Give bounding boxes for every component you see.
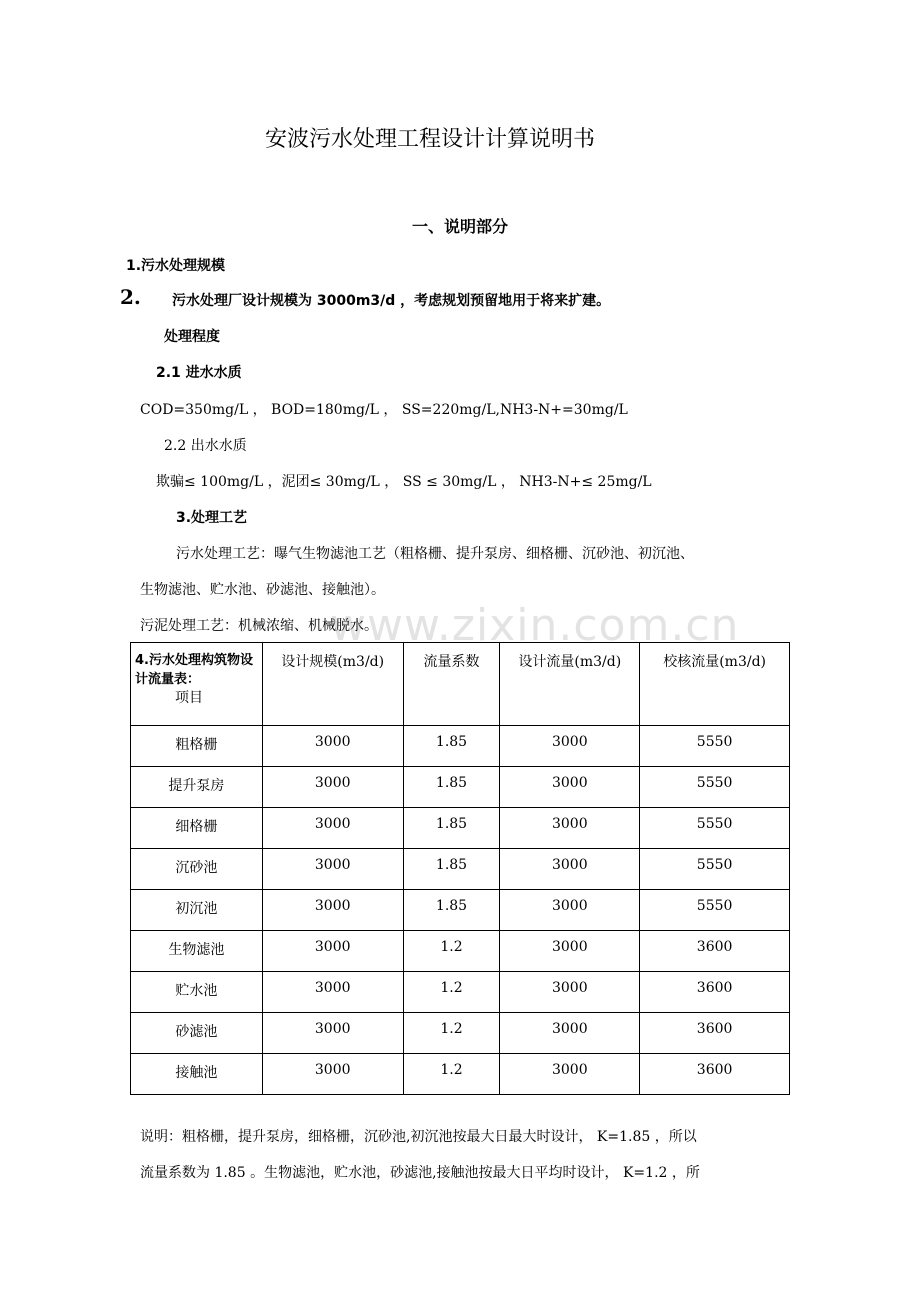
item-3-heading: 3.处理工艺: [176, 510, 248, 526]
table-cell: 3000: [500, 808, 640, 849]
table-cell: 3000: [262, 726, 403, 767]
note-line-2: 流量系数为 1.85 。生物滤池，贮水池，砂滤池,接触池按最大日平均时设计， K=1.2 ，所: [140, 1165, 700, 1181]
column-header: 设计流量(m3/d): [500, 643, 640, 726]
table-cell: 5550: [640, 849, 790, 890]
table-row: [131, 890, 790, 931]
table-cell: 3000: [262, 1054, 403, 1095]
table-row: [131, 849, 790, 890]
table-cell: 1.2: [403, 1054, 500, 1095]
table-cell: 3000: [262, 849, 403, 890]
note-line-1: 说明：粗格栅，提升泵房，细格栅，沉砂池,初沉池按最大日最大时设计， K=1.85 ，所以: [140, 1129, 697, 1145]
table-cell: 接触池: [131, 1054, 263, 1095]
table-cell: 3600: [640, 972, 790, 1013]
table-title: 4.污水处理构筑物设计流量表：: [135, 653, 253, 687]
column-header: 校核流量(m3/d): [640, 643, 790, 726]
table-cell: 提升泵房: [131, 767, 263, 808]
influent-quality: COD=350mg/L ， BOD=180mg/L ， SS=220mg/L,NH3-N+=30mg/L: [140, 402, 628, 418]
table-cell: 3000: [500, 1013, 640, 1054]
process-line-1: 污水处理工艺：曝气生物滤池工艺（粗格栅、提升泵房、细格栅、沉砂池、初沉池、: [176, 546, 694, 562]
table-cell: 生物滤池: [131, 931, 263, 972]
table-cell: 1.2: [403, 931, 500, 972]
header-item-label: 项目: [175, 690, 203, 706]
table-cell: 3000: [262, 808, 403, 849]
effluent-quality: 欺骗≤ 100mg/L ，泥团≤ 30mg/L ， SS ≤ 30mg/L ， NH3-N+≤ 25mg/L: [156, 474, 652, 490]
table-cell: 1.85: [403, 849, 500, 890]
table-row: [131, 972, 790, 1013]
table-row: [131, 767, 790, 808]
table-cell: 5550: [640, 890, 790, 931]
table-cell: 5550: [640, 726, 790, 767]
table-cell: 3000: [262, 1013, 403, 1054]
table-cell: 1.85: [403, 726, 500, 767]
table-cell: 3000: [500, 890, 640, 931]
table-cell: 沉砂池: [131, 849, 263, 890]
table-cell: 3000: [500, 1054, 640, 1095]
table-cell: 初沉池: [131, 890, 263, 931]
table-row: [131, 808, 790, 849]
table-cell: 粗格栅: [131, 726, 263, 767]
table-row: [131, 726, 790, 767]
table-cell: 3000: [500, 767, 640, 808]
table-row: [131, 1013, 790, 1054]
table-cell: 3600: [640, 931, 790, 972]
table-cell: 贮水池: [131, 972, 263, 1013]
influent-heading: 2.1 进水水质: [156, 365, 242, 381]
table-cell: 砂滤池: [131, 1013, 263, 1054]
table-row: [131, 931, 790, 972]
table-cell: 1.85: [403, 808, 500, 849]
item-1-heading: 1.污水处理规模: [126, 258, 226, 274]
table-cell: 3000: [500, 726, 640, 767]
sludge-process: 污泥处理工艺：机械浓缩、机械脱水。: [140, 618, 378, 634]
table-cell: 3000: [262, 972, 403, 1013]
table-cell: 5550: [640, 808, 790, 849]
table-cell: 细格栅: [131, 808, 263, 849]
table-cell: 1.2: [403, 1013, 500, 1054]
effluent-heading: 2.2 出水水质: [164, 438, 247, 454]
table-cell: 3600: [640, 1054, 790, 1095]
table-cell: 1.2: [403, 972, 500, 1013]
process-line-2: 生物滤池、贮水池、砂滤池、接触池）。: [140, 582, 385, 598]
table-cell: 1.85: [403, 767, 500, 808]
section-heading: 一、说明部分: [411, 217, 508, 236]
document-title: 安波污水处理工程设计计算说明书: [264, 127, 595, 152]
table-cell: 3000: [500, 849, 640, 890]
table-row: [131, 1054, 790, 1095]
table-cell: 3600: [640, 1013, 790, 1054]
column-header: 流量系数: [403, 643, 500, 726]
processing-degree-heading: 处理程度: [164, 329, 220, 345]
flow-table: [130, 642, 790, 1095]
table-cell: 3000: [262, 890, 403, 931]
item-2-number: 2.: [120, 285, 141, 309]
table-cell: 3000: [500, 931, 640, 972]
watermark: www.zixin.com.cn: [330, 600, 740, 651]
table-cell: 3000: [262, 767, 403, 808]
table-cell: 5550: [640, 767, 790, 808]
column-header: 设计规模(m3/d): [262, 643, 403, 726]
table-cell: 3000: [262, 931, 403, 972]
table-header-row: [131, 643, 790, 726]
table-cell: 1.85: [403, 890, 500, 931]
header-item-cell: [131, 643, 263, 726]
item-2-text: 污水处理厂设计规模为 3000m3/d ，考虑规划预留地用于将来扩建。: [172, 293, 611, 309]
table-cell: 3000: [500, 972, 640, 1013]
